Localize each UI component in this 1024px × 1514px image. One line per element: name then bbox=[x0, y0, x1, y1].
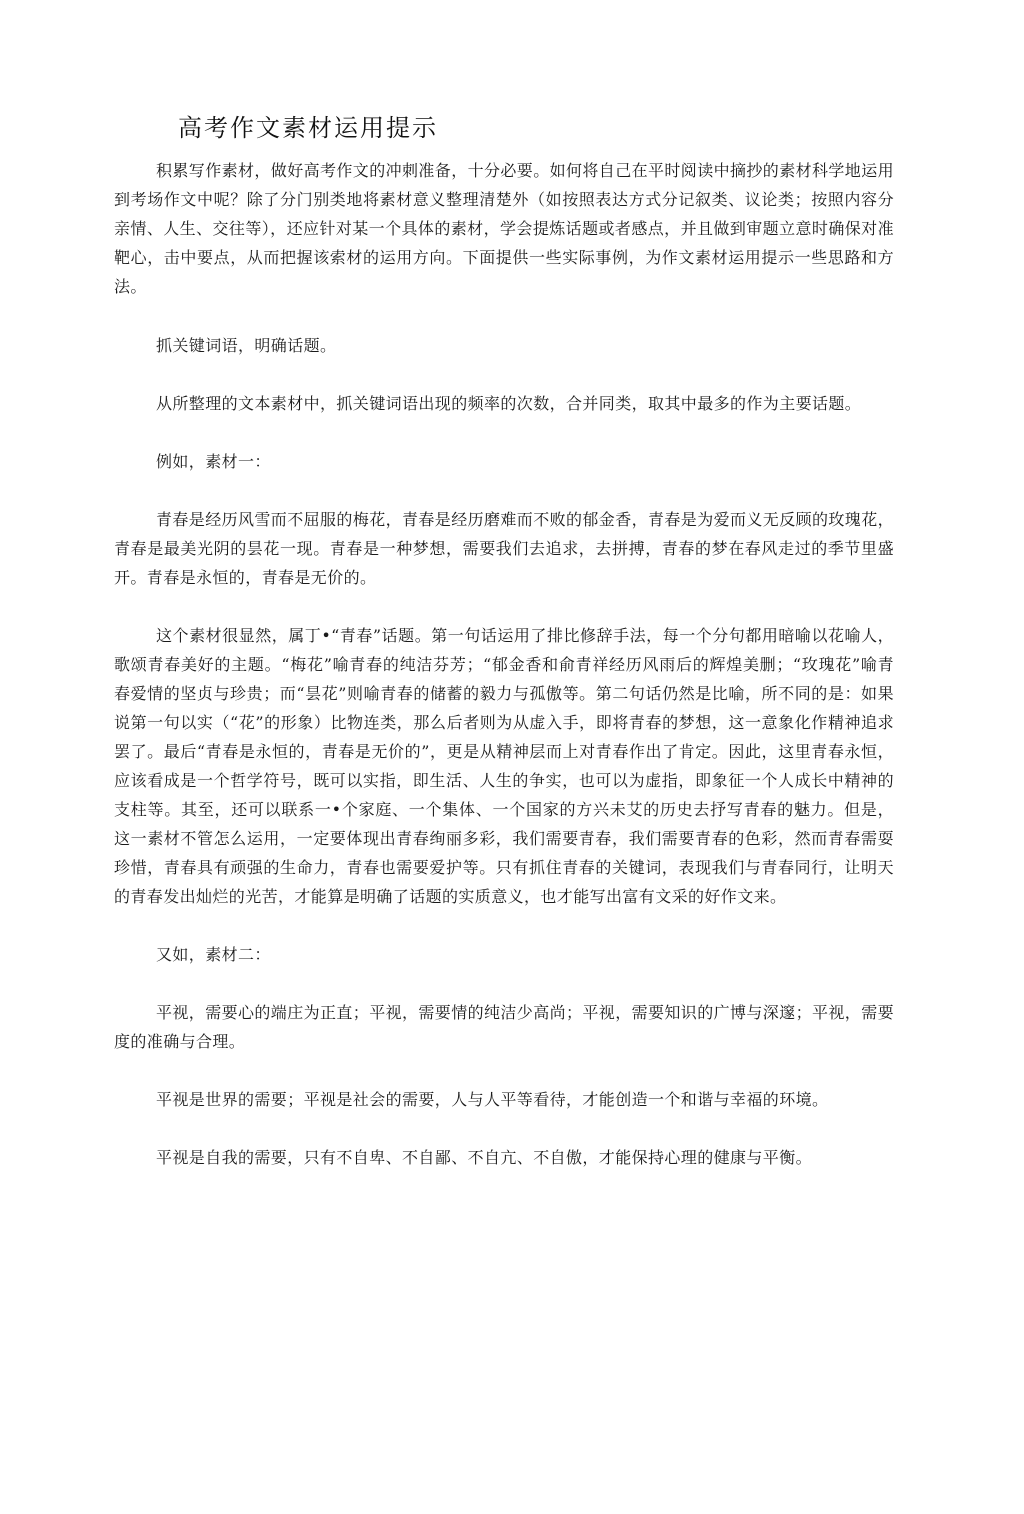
example-one-label: 例如，素材一： bbox=[156, 452, 271, 471]
example-two-label: 又如，素材二： bbox=[156, 945, 271, 964]
document-title: 高考作文素材运用提示 bbox=[178, 114, 438, 142]
intro-paragraph: 积累写作素材，做好高考作文的冲刺准备，十分必要。如何将自己在平时阅读中摘抄的素材科学地运用到考场作文中呢？除了分门别类地将素材意义整理清楚外（如按照表达方式分记叙类、议论类；按照内容分亲情、人生、交往等），还应针对某一个具体的素材，学会提炼话题或者感点，并且做到审题立意时确保对准靶心，击中要点，从而把握该索材的运用方向。下面提供一些实际事例，为作文素材运用提示一些思路和方法。 bbox=[114, 161, 895, 296]
material-one-text: 青春是经历风雪而不屈服的梅花，青春是经历磨难而不败的郁金香，青春是为爱而义无反顾的玫瑰花，青春是最美光阴的昙花一现。青春是一种梦想，需要我们去追求，去拼搏，青春的梦在春风走过的季节里盛开。青春是永恒的，青春是无价的。 bbox=[114, 510, 895, 587]
document-page bbox=[114, 110, 894, 1201]
method-heading-paragraph: 抓关键词语，明确话题。 bbox=[156, 336, 337, 355]
material-two-text-2: 平视是世界的需要；平视是社会的需要，人与人平等看待，才能创造一个和谐与幸福的环境。 bbox=[156, 1090, 829, 1109]
material-two-text-3: 平视是自我的需要，只有不自卑、不自鄙、不自亢、不自傲，才能保持心理的健康与平衡。 bbox=[156, 1148, 813, 1167]
material-two-text-1: 平视，需要心的端庄为正直；平视，需要情的纯洁少高尚；平视，需要知识的广博与深邃；平视，需要度的准确与合理。 bbox=[114, 1003, 895, 1051]
material-one-analysis: 这个素材很显然，属丁•“青春”话题。第一句话运用了排比修辞手法，每一个分句都用暗喻以花喻人，歌颂青春美好的主题。“梅花”喻青春的纯洁芬芳；“郁金香和俞青祥经历风雨后的辉煌美删；“玫瑰花”喻青春爱情的坚贞与珍贵；而“昙花”则喻青春的储蓄的毅力与孤傲等。第二句话仍然是比喻，所不同的是：如果说第一句以实（“花”的形象）比物连类，那么后者则为从虚入手，即将青春的梦想，这一意象化作精神追求罢了。最后“青春是永恒的，青春是无价的”，更是从精神层而上对青春作出了肯定。因此，这里青春永恒，应该看成是一个哲学符号，既可以实指，即生活、人生的争实，也可以为虚指，即象征一个人成长中精神的支柱等。其至，还可以联系一•个家庭、一个集体、一个国家的方兴未艾的历史去抒写青春的魅力。但是，这一素材不管怎么运用，一定要体现出青春绚丽多彩，我们需要青春，我们需要青春的色彩，然而青春需耍珍惜，青春具有顽强的生命力，青春也需要爱护等。只有抓住青春的关键词，表现我们与青春同行，让明天的青春发出灿烂的光苦，才能算是明确了话题的实质意义，也才能写出富有文采的好作文来。 bbox=[114, 626, 894, 906]
method-explanation-paragraph: 从所整理的文本素材中，抓关键词语出现的频率的次数，合并同类，取其中最多的作为主要话题。 bbox=[156, 394, 862, 413]
